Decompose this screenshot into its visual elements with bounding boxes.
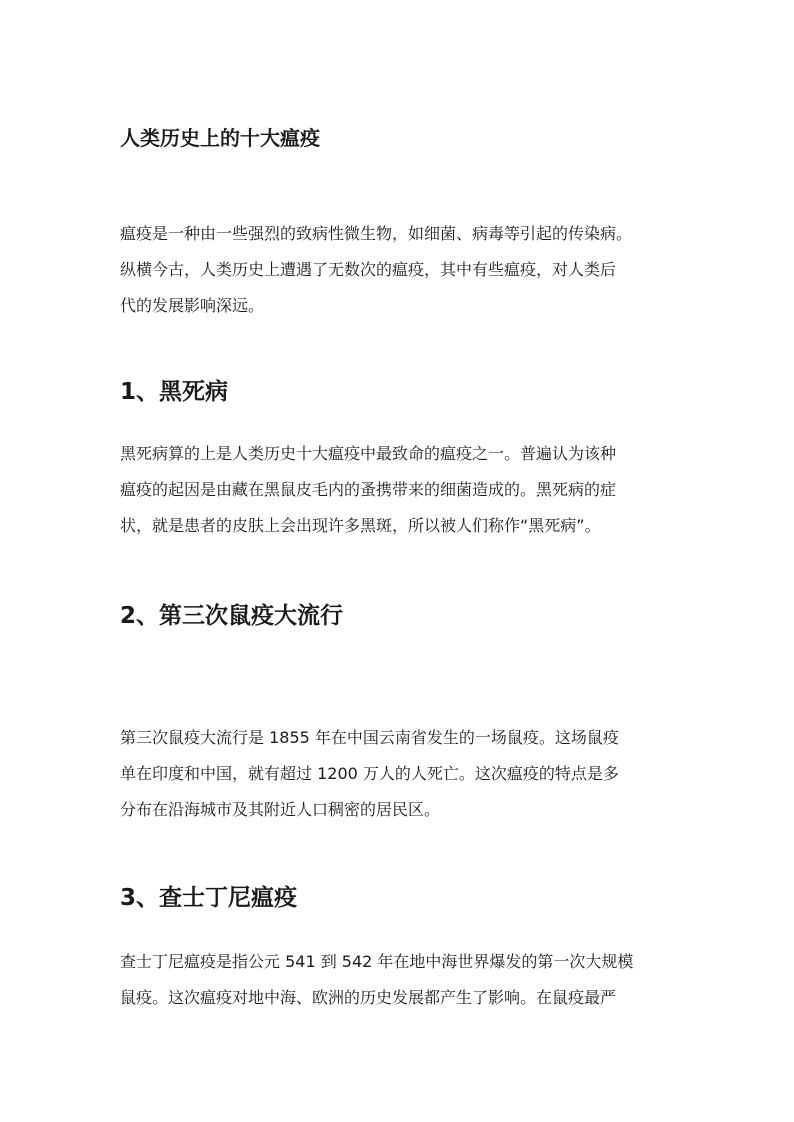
section-heading-black-death: 1、黑死病 — [120, 379, 229, 405]
section-heading-justinian-plague: 3、查士丁尼瘟疫 — [120, 885, 298, 911]
intro-paragraph — [120, 216, 680, 324]
paragraph-line: 分布在沿海城市及其附近人口稠密的居民区。 — [120, 800, 441, 819]
paragraph-line: 鼠疫。这次瘟疫对地中海、欧洲的历史发展都产生了影响。在鼠疫最严 — [120, 988, 617, 1007]
paragraph-line: 单在印度和中国，就有超过 1200 万人的人死亡。这次瘟疫的特点是多 — [120, 764, 619, 783]
section-heading-third-plague: 2、第三次鼠疫大流行 — [120, 603, 344, 629]
section-paragraph-black-death — [120, 436, 680, 544]
section-paragraph-third-plague — [120, 720, 680, 828]
section-paragraph-justinian-plague — [120, 944, 680, 1016]
document-title: 人类历史上的十大瘟疫 — [120, 126, 320, 150]
intro-line: 瘟疫是一种由一些强烈的致病性微生物，如细菌、病毒等引起的传染病。 — [120, 224, 633, 243]
paragraph-line: 第三次鼠疫大流行是 1855 年在中国云南省发生的一场鼠疫。这场鼠疫 — [120, 728, 619, 747]
paragraph-line: 状，就是患者的皮肤上会出现许多黑斑，所以被人们称作“黑死病”。 — [120, 516, 601, 535]
paragraph-line: 查士丁尼瘟疫是指公元 541 到 542 年在地中海世界爆发的第一次大规模 — [120, 952, 634, 971]
paragraph-line: 瘟疫的起因是由藏在黑鼠皮毛内的蚤携带来的细菌造成的。黑死病的症 — [120, 480, 617, 499]
intro-line: 纵横今古，人类历史上遭遇了无数次的瘟疫，其中有些瘟疫，对人类后 — [120, 260, 617, 279]
paragraph-line: 黑死病算的上是人类历史十大瘟疫中最致命的瘟疫之一。普遍认为该种 — [120, 444, 617, 463]
intro-line: 代的发展影响深远。 — [120, 296, 265, 315]
